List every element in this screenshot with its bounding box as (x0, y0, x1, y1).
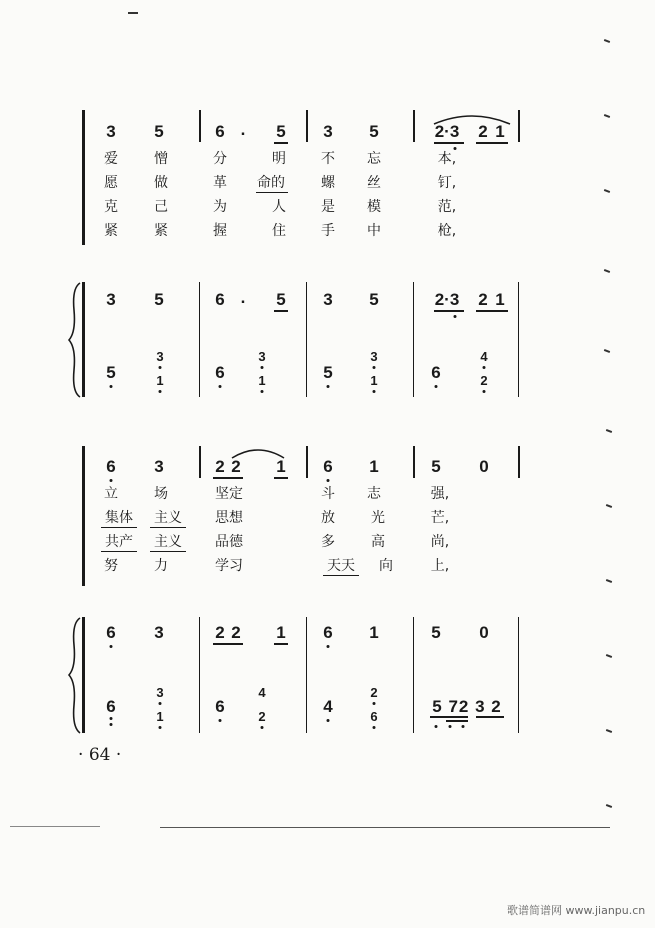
barline (306, 617, 307, 733)
lyric-underline (101, 527, 137, 528)
lyric: 握 (213, 223, 227, 239)
barline (518, 110, 520, 142)
lyric: 思想 (215, 510, 243, 526)
eighth-underline (274, 643, 288, 645)
barline (306, 110, 308, 142)
low-octave-dot (373, 726, 376, 729)
melody-note: 6 (106, 457, 116, 476)
lyric-underline (150, 527, 186, 528)
barline (413, 282, 414, 397)
lyric-underline (256, 192, 288, 193)
accomp-note: 1 (495, 290, 505, 309)
accomp-note: 5 (431, 623, 441, 642)
slur (432, 112, 512, 126)
barline (306, 282, 307, 397)
accomp-note: 6 (323, 623, 333, 642)
lyric: 集体 (105, 510, 133, 526)
lyric: 做 (154, 175, 168, 191)
tie (230, 446, 286, 460)
chord-top: 3 (370, 349, 378, 364)
chord-top: 4 (480, 349, 488, 364)
lyric: 紧 (104, 223, 118, 239)
lyric: 螺 (321, 175, 335, 191)
lyric: 范, (437, 199, 457, 215)
lyric: 立 (104, 486, 118, 502)
accomp-note: 3 (323, 290, 333, 309)
lyric-underline (101, 551, 137, 552)
accomp-dot: . (240, 288, 246, 307)
low-octave-dot (454, 147, 457, 150)
low-octave-dot (159, 366, 162, 369)
barline (413, 617, 414, 733)
low-octave-dot (462, 725, 465, 728)
accomp-note: 2·3 (434, 290, 460, 309)
lyric: 志 (367, 486, 381, 502)
page-number-bullet: · (78, 745, 89, 765)
lyric-underline (323, 575, 359, 576)
footer-rule (160, 827, 610, 828)
chord-bottom: 1 (370, 373, 378, 388)
chord-bottom: 2 (480, 373, 488, 388)
low-octave-dot (483, 390, 486, 393)
lyric: 坚定 (215, 486, 243, 502)
low-octave-dot (110, 723, 113, 726)
margin-mark (606, 504, 612, 508)
lyric: 品德 (215, 534, 243, 550)
eighth-underline (434, 142, 464, 144)
melody-note: 1 (369, 457, 379, 476)
lyric: 紧 (154, 223, 168, 239)
lyric: 力 (154, 558, 168, 574)
lyric: 手 (321, 223, 335, 239)
grand-staff-brace (68, 617, 82, 734)
melody-note: 0 (479, 457, 489, 476)
chord-bottom: 2 (258, 709, 266, 724)
lyric: 住 (272, 223, 286, 239)
bass-note: 5 (323, 363, 333, 382)
lyric: 人 (272, 199, 286, 215)
lyric: 多 (321, 534, 335, 550)
melody-dot: . (240, 120, 246, 139)
barline (413, 446, 415, 478)
page-number-bullet: · (110, 745, 122, 765)
lyric: 本, (437, 151, 457, 167)
margin-mark (606, 579, 612, 583)
lyric: 枪, (437, 223, 457, 239)
lyric: 斗 (321, 486, 335, 502)
melody-note: 6 (323, 457, 333, 476)
accomp-note: 1 (369, 623, 379, 642)
lyric: 芒, (430, 510, 450, 526)
bass-note: 6 (215, 697, 225, 716)
melody-note: 2 (215, 457, 225, 476)
lyric: 光 (371, 510, 385, 526)
low-octave-dot (261, 390, 264, 393)
chord-top: 3 (156, 349, 164, 364)
lyric: 忘 (367, 151, 381, 167)
low-octave-dot (327, 719, 330, 722)
melody-note: 5 (276, 122, 286, 141)
margin-mark (604, 189, 610, 193)
accomp-note: 6 (215, 290, 225, 309)
barline (518, 446, 520, 478)
low-octave-dot (373, 366, 376, 369)
chord-bottom: 1 (156, 709, 164, 724)
bass-note: 5 (106, 363, 116, 382)
low-octave-dot (219, 719, 222, 722)
lyric: 憎 (154, 151, 168, 167)
lyric: 是 (321, 199, 335, 215)
bass-note: 4 (323, 697, 333, 716)
eighth-underline (476, 310, 508, 312)
barline (199, 110, 201, 142)
lyric: 强, (430, 486, 450, 502)
melody-note: 5 (369, 122, 379, 141)
accomp-note: 2 (215, 623, 225, 642)
margin-mark (606, 654, 612, 658)
lyric: 放 (321, 510, 335, 526)
low-octave-dot (261, 366, 264, 369)
eighth-underline (213, 643, 243, 645)
lyric: 主义 (154, 510, 182, 526)
chord-bottom: 1 (258, 373, 266, 388)
melody-note: 5 (431, 457, 441, 476)
lyric: 高 (371, 534, 385, 550)
melody-note: 1 (276, 457, 286, 476)
lyric: 上, (430, 558, 450, 574)
lyric: 天天 (327, 558, 355, 574)
lyric: 向 (379, 558, 393, 574)
lyric: 分 (213, 151, 227, 167)
lyric: 努 (104, 558, 118, 574)
grand-staff-barline (82, 617, 85, 733)
lyric: 革 (213, 175, 227, 191)
barline (199, 446, 201, 478)
grand-staff-barline (82, 282, 85, 397)
lyric: 克 (104, 199, 118, 215)
page-number: · 64 · (78, 745, 122, 765)
low-octave-dot (449, 725, 452, 728)
grand-staff-brace (68, 282, 82, 398)
bass-note: 6 (431, 363, 441, 382)
lyric: 不 (321, 151, 335, 167)
lyric: 中 (367, 223, 381, 239)
chord-top: 4 (258, 685, 266, 700)
margin-mark (606, 804, 612, 808)
accomp-note: 2 (231, 623, 241, 642)
watermark: 歌谱简谱网 www.jianpu.cn (507, 904, 646, 917)
accomp-note: 6 (106, 623, 116, 642)
low-octave-dot (159, 726, 162, 729)
bass-note: 6 (106, 697, 116, 716)
low-octave-dot (110, 645, 113, 648)
margin-mark (604, 114, 610, 118)
chord-bottom: 6 (370, 709, 378, 724)
low-octave-dot (110, 385, 113, 388)
eighth-underline (430, 716, 468, 718)
accomp-note: 5 (276, 290, 286, 309)
eighth-underline (476, 142, 508, 144)
chord-top: 3 (258, 349, 266, 364)
melody-note: 2·3 (434, 122, 460, 141)
barline (199, 282, 200, 397)
accomp-note: 1 (276, 623, 286, 642)
low-octave-dot (327, 645, 330, 648)
eighth-underline (274, 310, 288, 312)
low-octave-dot (159, 702, 162, 705)
eighth-underline (434, 310, 464, 312)
barline (306, 446, 308, 478)
barline (518, 282, 519, 397)
margin-mark (606, 729, 612, 733)
lyric: 愿 (104, 175, 118, 191)
melody-note: 3 (323, 122, 333, 141)
margin-mark (604, 349, 610, 353)
low-octave-dot (110, 479, 113, 482)
footer-rule (10, 826, 100, 827)
eighth-underline (274, 142, 288, 144)
lyric: 己 (154, 199, 168, 215)
melody-note: 2 (231, 457, 241, 476)
melody-note: 6 (215, 122, 225, 141)
margin-mark (604, 269, 610, 273)
barline (413, 110, 415, 142)
accomp-note: 2 (478, 290, 488, 309)
low-octave-dot (261, 726, 264, 729)
lyric: 模 (367, 199, 381, 215)
low-octave-dot (454, 315, 457, 318)
margin-mark (128, 12, 138, 14)
melody-note: 1 (495, 122, 505, 141)
low-octave-dot (219, 385, 222, 388)
low-octave-dot (373, 390, 376, 393)
accomp-note: 5 (369, 290, 379, 309)
bass-run: 5 72 3 2 (432, 697, 502, 716)
accomp-note: 3 (106, 290, 116, 309)
chord-top: 2 (370, 685, 378, 700)
low-octave-dot (327, 385, 330, 388)
lyric: 主义 (154, 534, 182, 550)
barline (199, 617, 200, 733)
accomp-note: 5 (154, 290, 164, 309)
lyric: 共产 (105, 534, 133, 550)
low-octave-dot (373, 702, 376, 705)
low-octave-dot (110, 717, 113, 720)
low-octave-dot (159, 390, 162, 393)
chord-bottom: 1 (156, 373, 164, 388)
margin-mark (606, 429, 612, 433)
lyric: 场 (154, 486, 168, 502)
low-octave-dot (483, 366, 486, 369)
lyric-underline (150, 551, 186, 552)
melody-note: 3 (106, 122, 116, 141)
eighth-underline (476, 716, 504, 718)
lyric: 学习 (215, 558, 243, 574)
lyric: 爱 (104, 151, 118, 167)
melody-note: 2 (478, 122, 488, 141)
system-start-barline (82, 446, 85, 586)
lyric: 钉, (437, 175, 457, 191)
low-octave-dot (435, 385, 438, 388)
lyric: 为 (213, 199, 227, 215)
melody-note: 5 (154, 122, 164, 141)
melody-note: 3 (154, 457, 164, 476)
lyric: 丝 (367, 175, 381, 191)
lyric: 命的 (257, 175, 285, 191)
system-start-barline (82, 110, 85, 245)
eighth-underline (274, 477, 288, 479)
accomp-note: 0 (479, 623, 489, 642)
barline (518, 617, 519, 733)
bass-note: 6 (215, 363, 225, 382)
lyric: 尚, (430, 534, 450, 550)
low-octave-dot (435, 725, 438, 728)
accomp-note: 3 (154, 623, 164, 642)
eighth-underline (213, 477, 243, 479)
low-octave-dot (327, 479, 330, 482)
sixteenth-underline (446, 720, 468, 722)
lyric: 明 (272, 151, 286, 167)
margin-mark (604, 39, 610, 43)
chord-top: 3 (156, 685, 164, 700)
